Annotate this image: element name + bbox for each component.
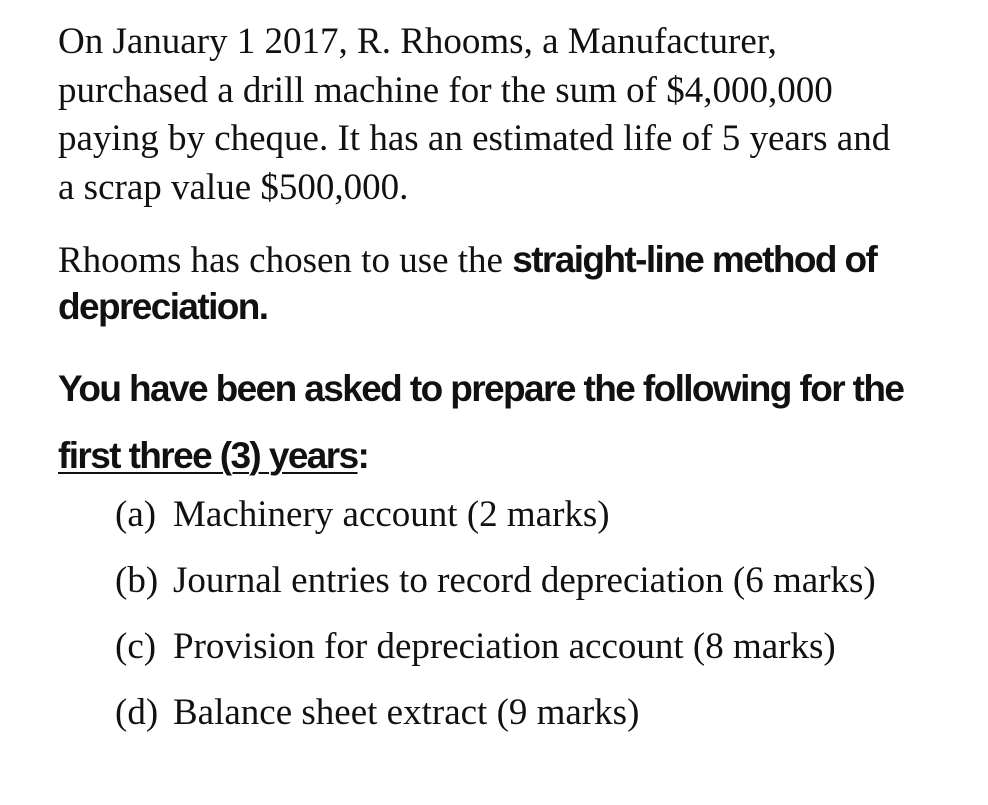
instruction-line-1: You have been asked to prepare the following for the — [58, 368, 904, 409]
intro-line-1: On January 1 2017, R. Rhooms, a Manufacturer, — [58, 21, 777, 62]
list-marker: (b) — [115, 560, 159, 601]
list-item — [115, 487, 876, 553]
method-name-line-2: depreciation. — [58, 286, 268, 327]
intro-line-4: a scrap value $500,000. — [58, 166, 409, 208]
list-item-text: Provision for depreciation account (8 marks) — [173, 626, 836, 667]
instruction-paragraph — [58, 356, 958, 490]
intro-line-2: purchased a drill machine for the sum of $4,000,000 — [58, 69, 833, 111]
list-marker: (d) — [115, 692, 159, 733]
list-item-text: Balance sheet extract (9 marks) — [173, 692, 640, 733]
method-paragraph — [58, 237, 958, 331]
task-list — [115, 487, 876, 751]
list-item — [115, 685, 876, 751]
list-item-text: Machinery account (2 marks) — [173, 494, 610, 535]
instruction-period: first three (3) years — [58, 435, 358, 476]
list-item-text: Journal entries to record depreciation (6 marks) — [173, 560, 876, 601]
method-prefix: Rhooms has chosen to use the — [58, 240, 513, 281]
method-name-line-1: straight-line method of — [512, 239, 877, 280]
instruction-colon: : — [357, 435, 369, 476]
list-marker: (c) — [115, 626, 157, 667]
list-marker: (a) — [115, 494, 157, 535]
intro-line-3: paying by cheque. It has an estimated life of 5 years and — [58, 118, 891, 159]
list-item — [115, 619, 876, 685]
intro-paragraph — [58, 18, 958, 212]
list-item — [115, 553, 876, 619]
